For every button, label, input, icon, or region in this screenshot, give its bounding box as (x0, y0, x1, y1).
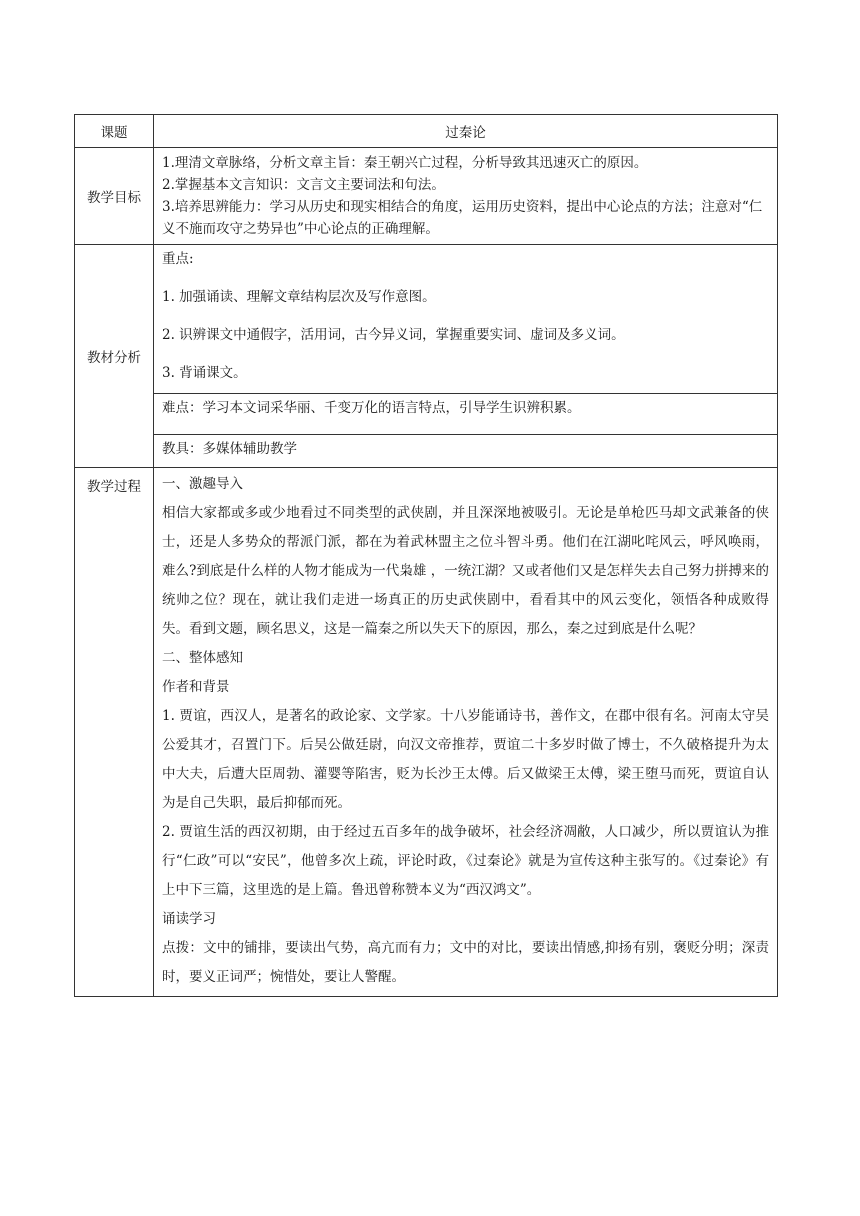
difficulty-text: 难点：学习本文词采华丽、千变万化的语言特点，引导学生识辨积累。 (162, 400, 581, 416)
topic-label: 课题 (75, 115, 154, 148)
goal-item: 2.掌握基本文言知识：文言文主要词法和句法。 (162, 177, 445, 193)
section-heading: 一、激趣导入 (162, 476, 243, 492)
lesson-plan-table (74, 114, 778, 997)
goals-row (75, 148, 778, 245)
analysis-key-row (75, 245, 778, 394)
sub-heading: 诵读学习 (162, 911, 216, 927)
process-row (75, 468, 778, 997)
lesson-title: 过秦论 (154, 115, 778, 148)
key-point: 2. 识辨课文中通假字，活用词，古今异义词，掌握重要实词、虚词及多义词。 (162, 327, 625, 343)
section-heading: 二、整体感知 (162, 650, 243, 666)
goals-label: 教学目标 (75, 148, 154, 245)
paragraph: 2. 贾谊生活的西汉初期，由于经过五百多年的战争破坏，社会经济凋敝，人口减少，所以贾谊认为推行“仁政”可以“安民”，他曾多次上疏，评论时政，《过秦论》就是为宣传这种主张写的。《过秦论》有上中下三篇，这里选的是上篇。鲁迅曾称赞本义为“西汉鸿文”。 (162, 824, 769, 898)
key-point: 1. 加强诵读、理解文章结构层次及写作意图。 (162, 289, 436, 305)
paragraph: 相信大家都或多或少地看过不同类型的武侠剧，并且深深地被吸引。无论是单枪匹马却文武兼备的侠士，还是人多势众的帮派门派，都在为着武林盟主之位斗智斗勇。他们在江湖叱咤风云，呼风唤雨，难么?到底是什么样的人物才能成为一代枭雄 ，一统江湖？又或者他们又是怎样失去自己努力拼搏来的统帅之位？现在，就让我们走进一场真正的历史武侠剧中，看看其中的风云变化，领悟各种成败得失。看到文题，顾名思义，这是一篇秦之所以失天下的原因，那么，秦之过到底是什么呢？ (162, 505, 769, 637)
key-points (154, 245, 778, 394)
analysis-label: 教材分析 (75, 245, 154, 468)
process-content (154, 468, 778, 997)
key-point: 3. 背诵课文。 (162, 365, 247, 381)
tools-row (75, 435, 778, 468)
goal-item: 1.理清文章脉络，分析文章主旨：秦王朝兴亡过程，分析导致其迅速灭亡的原因。 (162, 155, 648, 171)
goals-content (154, 148, 778, 245)
paragraph: 点拨：文中的铺排，要读出气势，高亢而有力；文中的对比，要读出情感,抑扬有别，褒贬分明；深责时，要义正词严；惋惜处，要让人警醒。 (162, 940, 769, 985)
title-row (75, 115, 778, 148)
difficulty-row (75, 394, 778, 435)
goal-item: 3.培养思辨能力：学习从历史和现实相结合的角度，运用历史资料，提出中心论点的方法；注意对“仁义不施而攻守之势异也”中心论点的正确理解。 (162, 199, 763, 237)
process-label: 教学过程 (75, 468, 154, 997)
sub-heading: 作者和背景 (162, 679, 230, 695)
paragraph: 1. 贾谊，西汉人，是著名的政论家、文学家。十八岁能诵诗书，善作文，在郡中很有名。河南太守吴公爱其才，召置门下。后吴公做廷尉，向汉文帝推荐，贾谊二十多岁时做了博士，不久破格提升为太中大夫，后遭大臣周勃、灌婴等陷害，贬为长沙王太傅。后又做梁王太傅，梁王堕马而死，贾谊自认为是自己失职，最后抑郁而死。 (162, 708, 769, 811)
tools-text: 教具：多媒体辅助教学 (162, 441, 297, 457)
tools (154, 435, 778, 468)
key-title: 重点: (162, 251, 194, 267)
difficulty (154, 394, 778, 435)
